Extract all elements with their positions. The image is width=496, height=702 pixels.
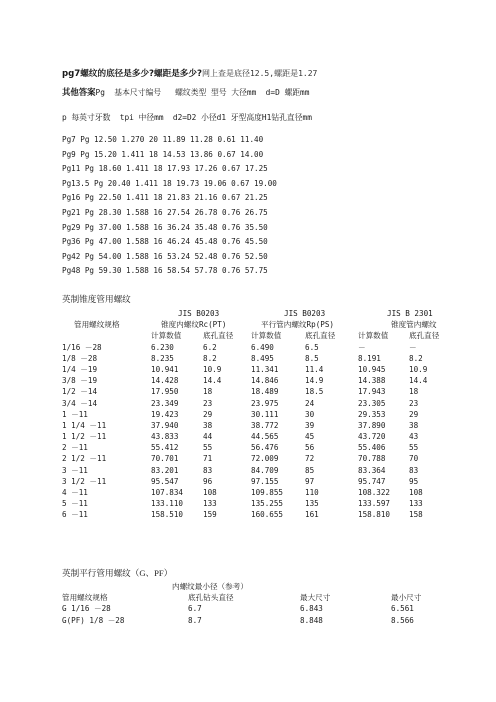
column-header: 底孔钻头直径 xyxy=(188,593,234,603)
column-header: 平行管内螺纹Rp(PS) xyxy=(261,320,334,330)
value-cell: 43.720 xyxy=(358,432,386,442)
question-note: 网上查是底径12.5,螺距是1.27 xyxy=(201,69,318,78)
standard-label: JIS B0203 xyxy=(284,309,326,318)
value-cell: 108.322 xyxy=(358,488,391,497)
parallel-section-title: 英制平行管用螺纹（G、PF） xyxy=(62,568,173,578)
value-cell: 83 xyxy=(409,465,419,475)
value-cell: 8.848 xyxy=(300,615,323,625)
value-cell: 10.945 xyxy=(358,364,386,374)
value-cell: 38 xyxy=(203,420,213,430)
value-cell: 29.353 xyxy=(358,409,386,419)
thread-spec-cell: 3/8 －19 xyxy=(62,376,98,386)
thread-spec-cell: 4 －11 xyxy=(62,488,88,497)
value-cell: 18.5 xyxy=(305,387,324,397)
thread-spec-cell: G(PF) 1/8 －28 xyxy=(62,615,125,625)
value-cell: 10.9 xyxy=(409,364,428,374)
value-cell: 135 xyxy=(305,499,319,509)
standard-label: JIS B0203 xyxy=(178,309,220,318)
question-title xyxy=(62,68,317,79)
value-cell: 70.788 xyxy=(358,454,386,464)
value-cell: 29 xyxy=(409,409,419,419)
value-cell: 17.943 xyxy=(358,387,386,397)
value-cell: 110 xyxy=(305,488,319,497)
value-cell: 23.975 xyxy=(251,398,279,408)
value-cell: 23.349 xyxy=(151,398,179,408)
value-cell: 30.111 xyxy=(251,409,279,419)
value-cell: 10.9 xyxy=(203,364,222,374)
value-cell: 19.423 xyxy=(151,409,179,419)
thread-spec-cell: 3/4 －14 xyxy=(62,398,98,408)
answer-header-text: Pg 基本尺寸编号 螺纹类型 型号 大径mm d=D 螺距mm xyxy=(95,88,310,97)
value-cell: 107.834 xyxy=(151,488,184,497)
value-cell: 6.7 xyxy=(188,604,202,614)
list-item: Pg42 Pg 54.00 1.588 16 53.24 52.48 0.76 52.50 xyxy=(62,251,268,261)
value-cell: 18.489 xyxy=(251,387,279,397)
value-cell: 37.890 xyxy=(358,420,386,430)
value-cell: 39 xyxy=(305,420,315,430)
question-text: pg7螺纹的底径是多少?螺距是多少? xyxy=(62,69,202,79)
column-subheader: 底孔直径 xyxy=(305,331,336,341)
value-cell: 95.747 xyxy=(358,476,386,486)
column-header: 最小尺寸 xyxy=(391,593,422,603)
value-cell: 55 xyxy=(203,443,213,453)
value-cell: 158 xyxy=(409,510,423,520)
list-item: Pg36 Pg 47.00 1.588 16 46.24 45.48 0.76 45.50 xyxy=(62,237,268,247)
value-cell: 17.950 xyxy=(151,387,179,397)
value-cell: 6.5 xyxy=(305,342,319,352)
value-cell: 23.305 xyxy=(358,398,386,408)
column-header: 管用螺纹规格 xyxy=(74,320,120,330)
thread-spec-cell: 3 －11 xyxy=(62,465,88,475)
column-header: 管用螺纹规格 xyxy=(62,593,108,603)
value-cell: 95 xyxy=(409,476,419,486)
value-cell: 6.843 xyxy=(300,604,323,614)
value-cell: 37.940 xyxy=(151,420,179,430)
list-item: Pg9 Pg 15.20 1.411 18 14.53 13.86 0.67 14.00 xyxy=(62,149,264,159)
value-cell: 83 xyxy=(203,465,213,475)
thread-spec-cell: 1/2 －14 xyxy=(62,387,98,397)
value-cell: 14.4 xyxy=(409,376,428,386)
value-cell: 95.547 xyxy=(151,476,179,486)
value-cell: 159 xyxy=(203,510,217,520)
column-subheader: 计算数值 xyxy=(151,331,182,341)
value-cell: 70.701 xyxy=(151,454,179,464)
value-cell: 109.855 xyxy=(251,488,284,497)
thread-spec-cell: 1 1/2 －11 xyxy=(62,432,107,442)
value-cell: 71 xyxy=(203,454,213,464)
value-cell: 97 xyxy=(305,476,315,486)
column-header: 锥度管内螺纹 xyxy=(391,320,437,330)
thread-spec-cell: 3 1/2 －11 xyxy=(62,476,107,486)
value-cell: 133.110 xyxy=(151,499,184,509)
value-cell: 29 xyxy=(203,409,213,419)
list-item: Pg13.5 Pg 20.40 1.411 18 19.73 19.06 0.67 19.00 xyxy=(62,178,277,188)
column-subheader: 底孔直径 xyxy=(203,331,234,341)
value-cell: 30 xyxy=(305,409,315,419)
value-cell: 6.490 xyxy=(251,342,274,352)
value-cell: 38.772 xyxy=(251,420,279,430)
value-cell: 6.230 xyxy=(151,342,174,352)
value-cell: 44 xyxy=(203,432,213,442)
value-cell: 161 xyxy=(305,510,319,520)
value-cell: 55.406 xyxy=(358,443,386,453)
value-cell: 44.565 xyxy=(251,432,279,442)
taper-section-title: 英制锥度管用螺纹 xyxy=(62,294,131,304)
answer-line xyxy=(62,87,309,98)
value-cell: 8.235 xyxy=(151,353,174,363)
value-cell: 56.476 xyxy=(251,443,279,453)
value-cell: 108 xyxy=(409,488,423,497)
value-cell: 108 xyxy=(203,488,217,497)
column-header: 锥度内螺纹Rc(PT) xyxy=(161,320,227,330)
value-cell: 133 xyxy=(203,499,217,509)
value-cell: 83.201 xyxy=(151,465,179,475)
value-cell: － xyxy=(358,342,366,352)
value-cell: 158.510 xyxy=(151,510,184,520)
pg-column-header: p 每英寸牙数 tpi 中径mm d2=D2 小径d1 牙型高度H1钻孔直径mm xyxy=(62,113,312,122)
value-cell: 83.364 xyxy=(358,465,386,475)
value-cell: 158.810 xyxy=(358,510,391,520)
value-cell: 8.7 xyxy=(188,615,202,625)
value-cell: 6.2 xyxy=(203,342,217,352)
value-cell: 70 xyxy=(409,454,419,464)
value-cell: 72 xyxy=(305,454,315,464)
value-cell: 97.155 xyxy=(251,476,279,486)
value-cell: 8.191 xyxy=(358,353,381,363)
value-cell: 8.5 xyxy=(305,353,319,363)
column-subheader: 计算数值 xyxy=(251,331,282,341)
thread-spec-cell: 1/4 －19 xyxy=(62,364,98,374)
list-item: Pg48 Pg 59.30 1.588 16 58.54 57.78 0.76 57.75 xyxy=(62,266,268,276)
value-cell: 45 xyxy=(305,432,315,442)
thread-spec-cell: 5 －11 xyxy=(62,499,88,509)
value-cell: 24 xyxy=(305,398,315,408)
thread-spec-cell: 1 －11 xyxy=(62,409,88,419)
value-cell: 11.4 xyxy=(305,364,324,374)
thread-spec-cell: 1/16 －28 xyxy=(62,342,102,352)
list-item: Pg16 Pg 22.50 1.411 18 21.83 21.16 0.67 21.25 xyxy=(62,193,268,203)
value-cell: 135.255 xyxy=(251,499,284,509)
list-item: Pg11 Pg 18.60 1.411 18 17.93 17.26 0.67 17.25 xyxy=(62,164,268,174)
value-cell: 14.9 xyxy=(305,376,324,386)
standard-label: JIS B 2301 xyxy=(387,309,433,318)
list-item: Pg7 Pg 12.50 1.270 20 11.89 11.28 0.61 11.40 xyxy=(62,135,264,144)
value-cell: 84.709 xyxy=(251,465,279,475)
value-cell: 23 xyxy=(409,398,419,408)
list-item: Pg29 Pg 37.00 1.588 16 36.24 35.48 0.76 35.50 xyxy=(62,222,268,232)
value-cell: － xyxy=(409,342,417,352)
value-cell: 160.655 xyxy=(251,510,284,520)
column-subheader: 计算数值 xyxy=(358,331,389,341)
thread-spec-cell: G 1/16 －28 xyxy=(62,604,111,614)
value-cell: 8.2 xyxy=(409,353,423,363)
answer-label: 其他答案 xyxy=(62,87,96,97)
value-cell: 18 xyxy=(409,387,419,397)
value-cell: 38 xyxy=(409,420,419,430)
value-cell: 10.941 xyxy=(151,364,179,374)
value-cell: 18 xyxy=(203,387,213,397)
thread-spec-cell: 1 1/4 －11 xyxy=(62,420,107,430)
column-header: 最大尺寸 xyxy=(300,593,331,603)
value-cell: 23 xyxy=(203,398,213,408)
value-cell: 56 xyxy=(305,443,315,453)
group-header: 内螺纹最小径（参考） xyxy=(172,582,248,591)
value-cell: 14.428 xyxy=(151,376,179,386)
value-cell: 133 xyxy=(409,499,423,509)
list-item: Pg21 Pg 28.30 1.588 16 27.54 26.78 0.76 26.75 xyxy=(62,207,268,217)
thread-spec-cell: 2 1/2 －11 xyxy=(62,454,107,464)
value-cell: 8.566 xyxy=(391,615,414,625)
thread-spec-cell: 1/8 －28 xyxy=(62,353,98,363)
pg-thread-list xyxy=(62,133,277,279)
thread-spec-cell: 2 －11 xyxy=(62,443,88,453)
value-cell: 55.412 xyxy=(151,443,179,453)
value-cell: 43 xyxy=(409,432,419,442)
value-cell: 11.341 xyxy=(251,364,279,374)
column-subheader: 底孔直径 xyxy=(409,331,440,341)
value-cell: 14.4 xyxy=(203,376,222,386)
value-cell: 8.2 xyxy=(203,353,217,363)
value-cell: 8.495 xyxy=(251,353,274,363)
value-cell: 55 xyxy=(409,443,419,453)
value-cell: 133.597 xyxy=(358,499,391,509)
value-cell: 43.833 xyxy=(151,432,179,442)
thread-spec-cell: 6 －11 xyxy=(62,510,88,520)
value-cell: 6.561 xyxy=(391,604,414,614)
value-cell: 96 xyxy=(203,476,213,486)
value-cell: 14.388 xyxy=(358,376,386,386)
value-cell: 14.846 xyxy=(251,376,279,386)
value-cell: 85 xyxy=(305,465,315,475)
value-cell: 72.009 xyxy=(251,454,279,464)
